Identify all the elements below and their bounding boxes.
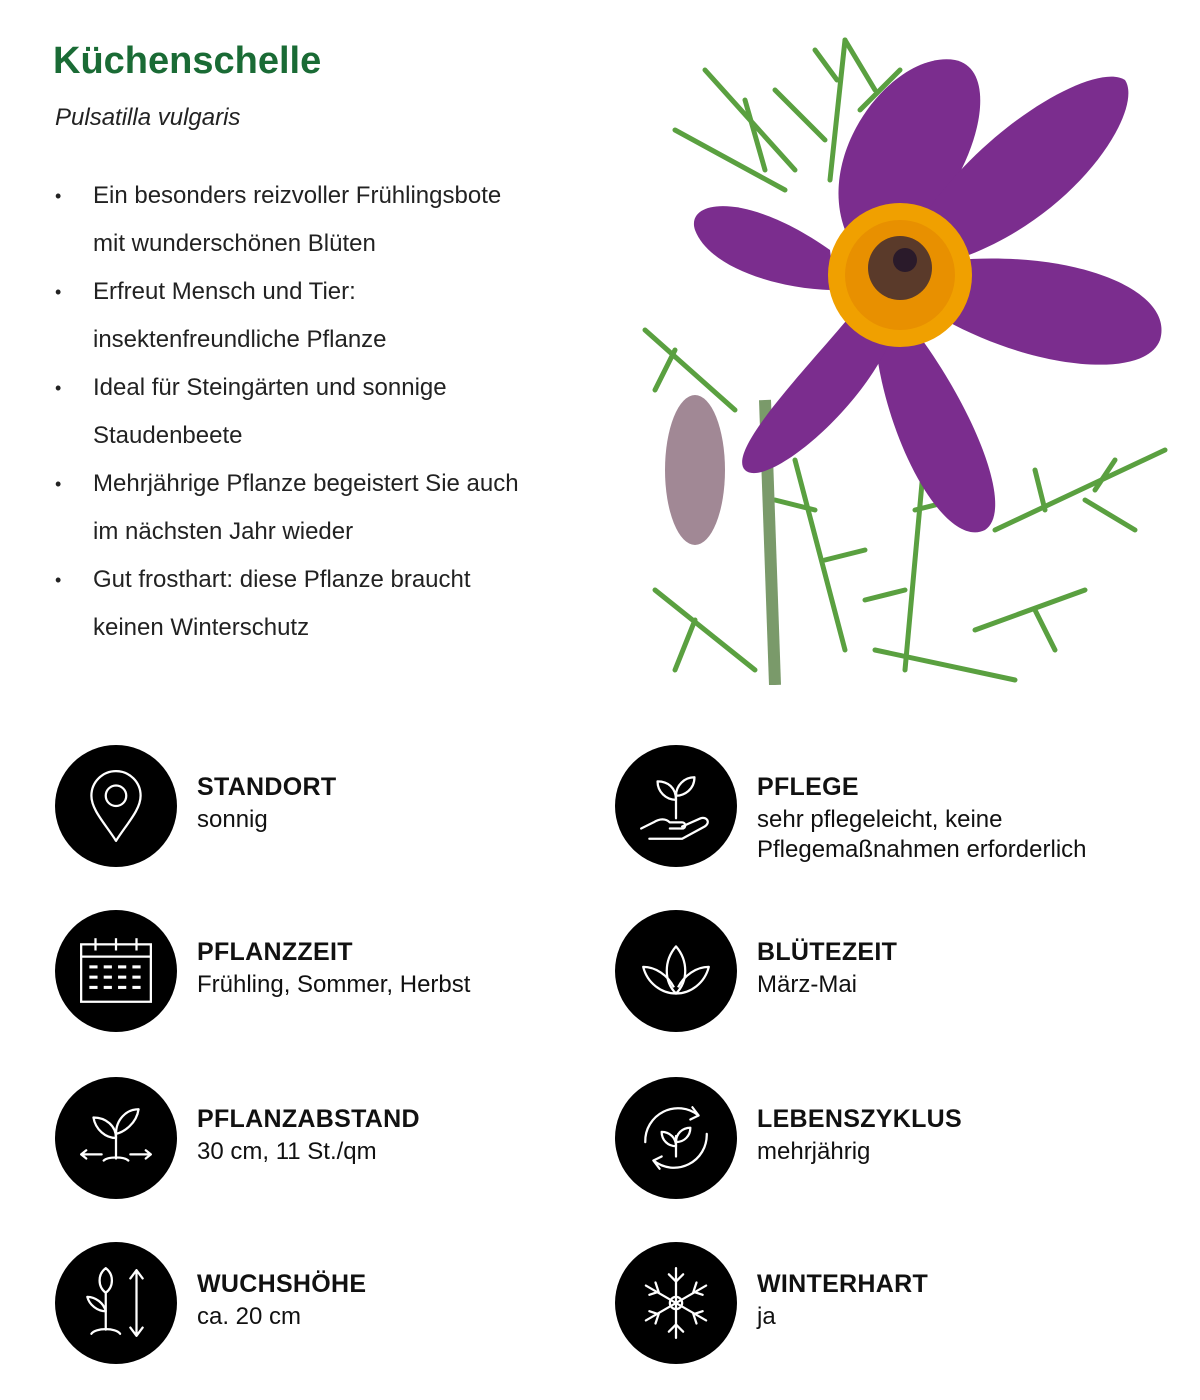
feature-value: ca. 20 cm <box>197 1303 302 1330</box>
feature-wuchshoehe <box>55 1242 615 1366</box>
plant-height-icon <box>55 1242 177 1364</box>
plant-spacing-icon <box>55 1077 177 1199</box>
feature-value: mehrjährig <box>757 1138 871 1165</box>
feature-pflanzabstand <box>55 1077 615 1201</box>
feature-grid <box>55 745 1175 1365</box>
feature-label: PFLEGE <box>757 773 859 801</box>
bullet-item: • Mehrjährige Pflanze begeistert Sie auch im nächsten Jahr wieder <box>55 460 575 556</box>
feature-value: ja <box>757 1303 776 1330</box>
product-title: Küchenschelle <box>53 40 322 82</box>
feature-value: 30 cm, 11 St./qm <box>197 1138 377 1165</box>
feature-label: BLÜTEZEIT <box>757 938 898 966</box>
bullet-item: • Ein besonders reizvoller Frühlingsbote mit wunderschönen Blüten <box>55 172 575 268</box>
feature-value: sonnig <box>197 806 268 833</box>
feature-label: WINTERHART <box>757 1270 929 1298</box>
feature-lebenszyklus <box>615 1077 1175 1201</box>
calendar-icon <box>55 910 177 1032</box>
lotus-flower-icon <box>615 910 737 1032</box>
feature-winterhart <box>615 1242 1175 1366</box>
bullet-dot: • <box>55 186 62 206</box>
bullet-dot: • <box>55 474 62 494</box>
location-pin-icon <box>55 745 177 867</box>
snowflake-icon <box>615 1242 737 1364</box>
feature-value: sehr pflegeleicht, keine Pflegemaßnahmen erforderlich <box>757 806 1087 863</box>
bullet-item: • Ideal für Steingärten und sonnige Staudenbeete <box>55 364 575 460</box>
feature-value: Frühling, Sommer, Herbst <box>197 971 471 998</box>
bullet-item: • Erfreut Mensch und Tier: insektenfreundliche Pflanze <box>55 268 575 364</box>
feature-label: PFLANZZEIT <box>197 938 353 966</box>
bullet-dot: • <box>55 282 62 302</box>
feature-standort <box>55 745 615 869</box>
feature-label: STANDORT <box>197 773 337 801</box>
feature-label: PFLANZABSTAND <box>197 1105 420 1133</box>
feature-label: WUCHSHÖHE <box>197 1270 367 1298</box>
feature-label: LEBENSZYKLUS <box>757 1105 963 1133</box>
feature-bullet-list <box>55 172 575 652</box>
feature-value: März-Mai <box>757 971 857 998</box>
feature-pflanzzeit <box>55 910 615 1034</box>
product-photo <box>615 30 1170 685</box>
feature-pflege <box>615 745 1175 869</box>
pasque-flower-illustration <box>615 30 1170 685</box>
bullet-item: • Gut frosthart: diese Pflanze braucht keinen Winterschutz <box>55 556 575 652</box>
bullet-dot: • <box>55 378 62 398</box>
hand-seedling-icon <box>615 745 737 867</box>
lifecycle-icon <box>615 1077 737 1199</box>
bullet-dot: • <box>55 570 62 590</box>
latin-name: Pulsatilla vulgaris <box>55 104 241 131</box>
feature-bluetezeit <box>615 910 1175 1034</box>
